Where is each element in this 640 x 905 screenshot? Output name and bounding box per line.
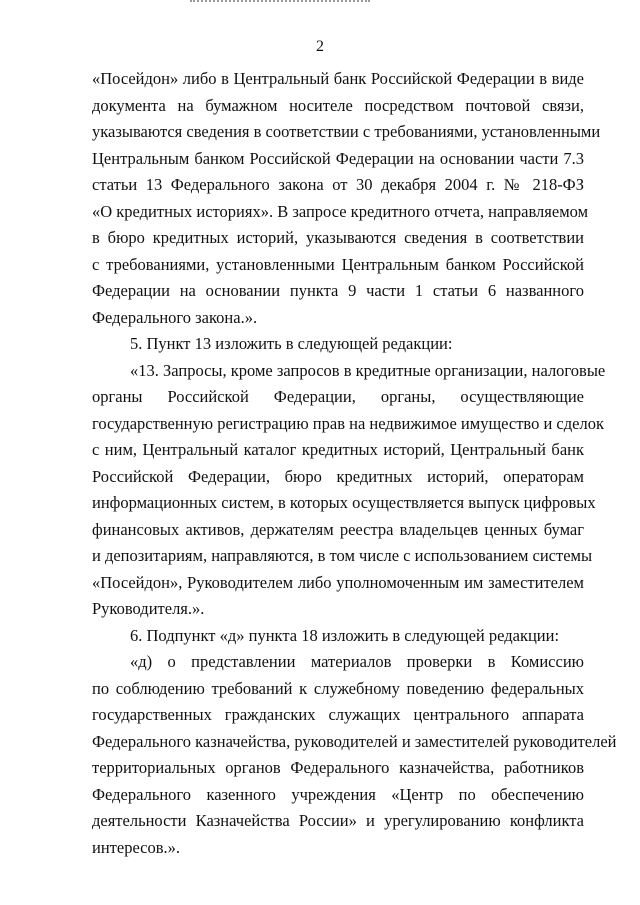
text-line: Центральным банком Российской Федерации на основании части 7.3	[92, 148, 584, 168]
text-line: и депозитариям, направляются, в том числе с использованием системы	[92, 546, 593, 565]
text-line: деятельности Казначейства России» и урегулированию конфликта	[92, 811, 584, 830]
text-line: документа на бумажном носителе посредством почтовой связи,	[92, 95, 584, 115]
text-line: Федерации на основании пункта 9 части 1 статьи 6 названного	[92, 281, 584, 300]
scan-edge-mark	[190, 0, 370, 2]
paragraph	[92, 623, 584, 650]
text-line: территориальных органов Федерального казначейства, работников	[92, 758, 584, 777]
paragraph	[92, 66, 601, 331]
text-line: в бюро кредитных историй, указываются сведения в соответствии	[92, 228, 584, 247]
paragraph	[92, 358, 606, 623]
text-line: финансовых активов, держателям реестра владельцев ценных бумаг	[92, 519, 584, 539]
paragraph	[92, 331, 584, 358]
text-line: по соблюдению требований к служебному поведению федеральных	[92, 678, 584, 698]
paragraph	[92, 649, 617, 861]
text-line: «О кредитных историях». В запросе кредитного отчета, направляемом	[92, 201, 589, 221]
document-body	[92, 66, 617, 861]
text-line: с ним, Центральный каталог кредитных историй, Центральный банк	[92, 440, 584, 459]
text-line: Федерального закона.».	[92, 307, 258, 327]
text-line: «13. Запросы, кроме запросов в кредитные организации, налоговые	[130, 360, 606, 380]
text-line: статьи 13 Федерального закона от 30 декабря 2004 г. № 218-ФЗ	[92, 175, 584, 194]
text-line: указываются сведения в соответствии с требованиями, установленными	[92, 122, 601, 141]
text-line: 6. Подпункт «д» пункта 18 изложить в следующей редакции:	[130, 625, 560, 645]
text-line: Федерального казенного учреждения «Центр по обеспечению	[92, 784, 584, 804]
text-line: Федерального казначейства, руководителей и заместителей руководителей	[92, 731, 617, 751]
text-line: Российской Федерации, бюро кредитных историй, операторам	[92, 466, 584, 486]
text-line: интересов.».	[92, 837, 181, 857]
text-line: «д) о представлении материалов проверки в Комиссию	[130, 652, 584, 671]
text-line: информационных систем, в которых осуществляется выпуск цифровых	[92, 493, 596, 512]
text-line: «Посейдон» либо в Центральный банк Российской Федерации в виде	[92, 69, 584, 88]
page-number: 2	[316, 38, 324, 55]
text-line: Руководителя.».	[92, 599, 205, 618]
text-line: государственных гражданских служащих центрального аппарата	[92, 705, 584, 724]
text-line: «Посейдон», Руководителем либо уполномоченным им заместителем	[92, 572, 584, 592]
text-line: органы Российской Федерации, органы, осуществляющие	[92, 387, 584, 406]
text-line: государственную регистрацию прав на недвижимое имущество и сделок	[92, 413, 604, 433]
text-line: с требованиями, установленными Центральным банком Российской	[92, 254, 584, 274]
text-line: 5. Пункт 13 изложить в следующей редакции:	[130, 334, 453, 353]
